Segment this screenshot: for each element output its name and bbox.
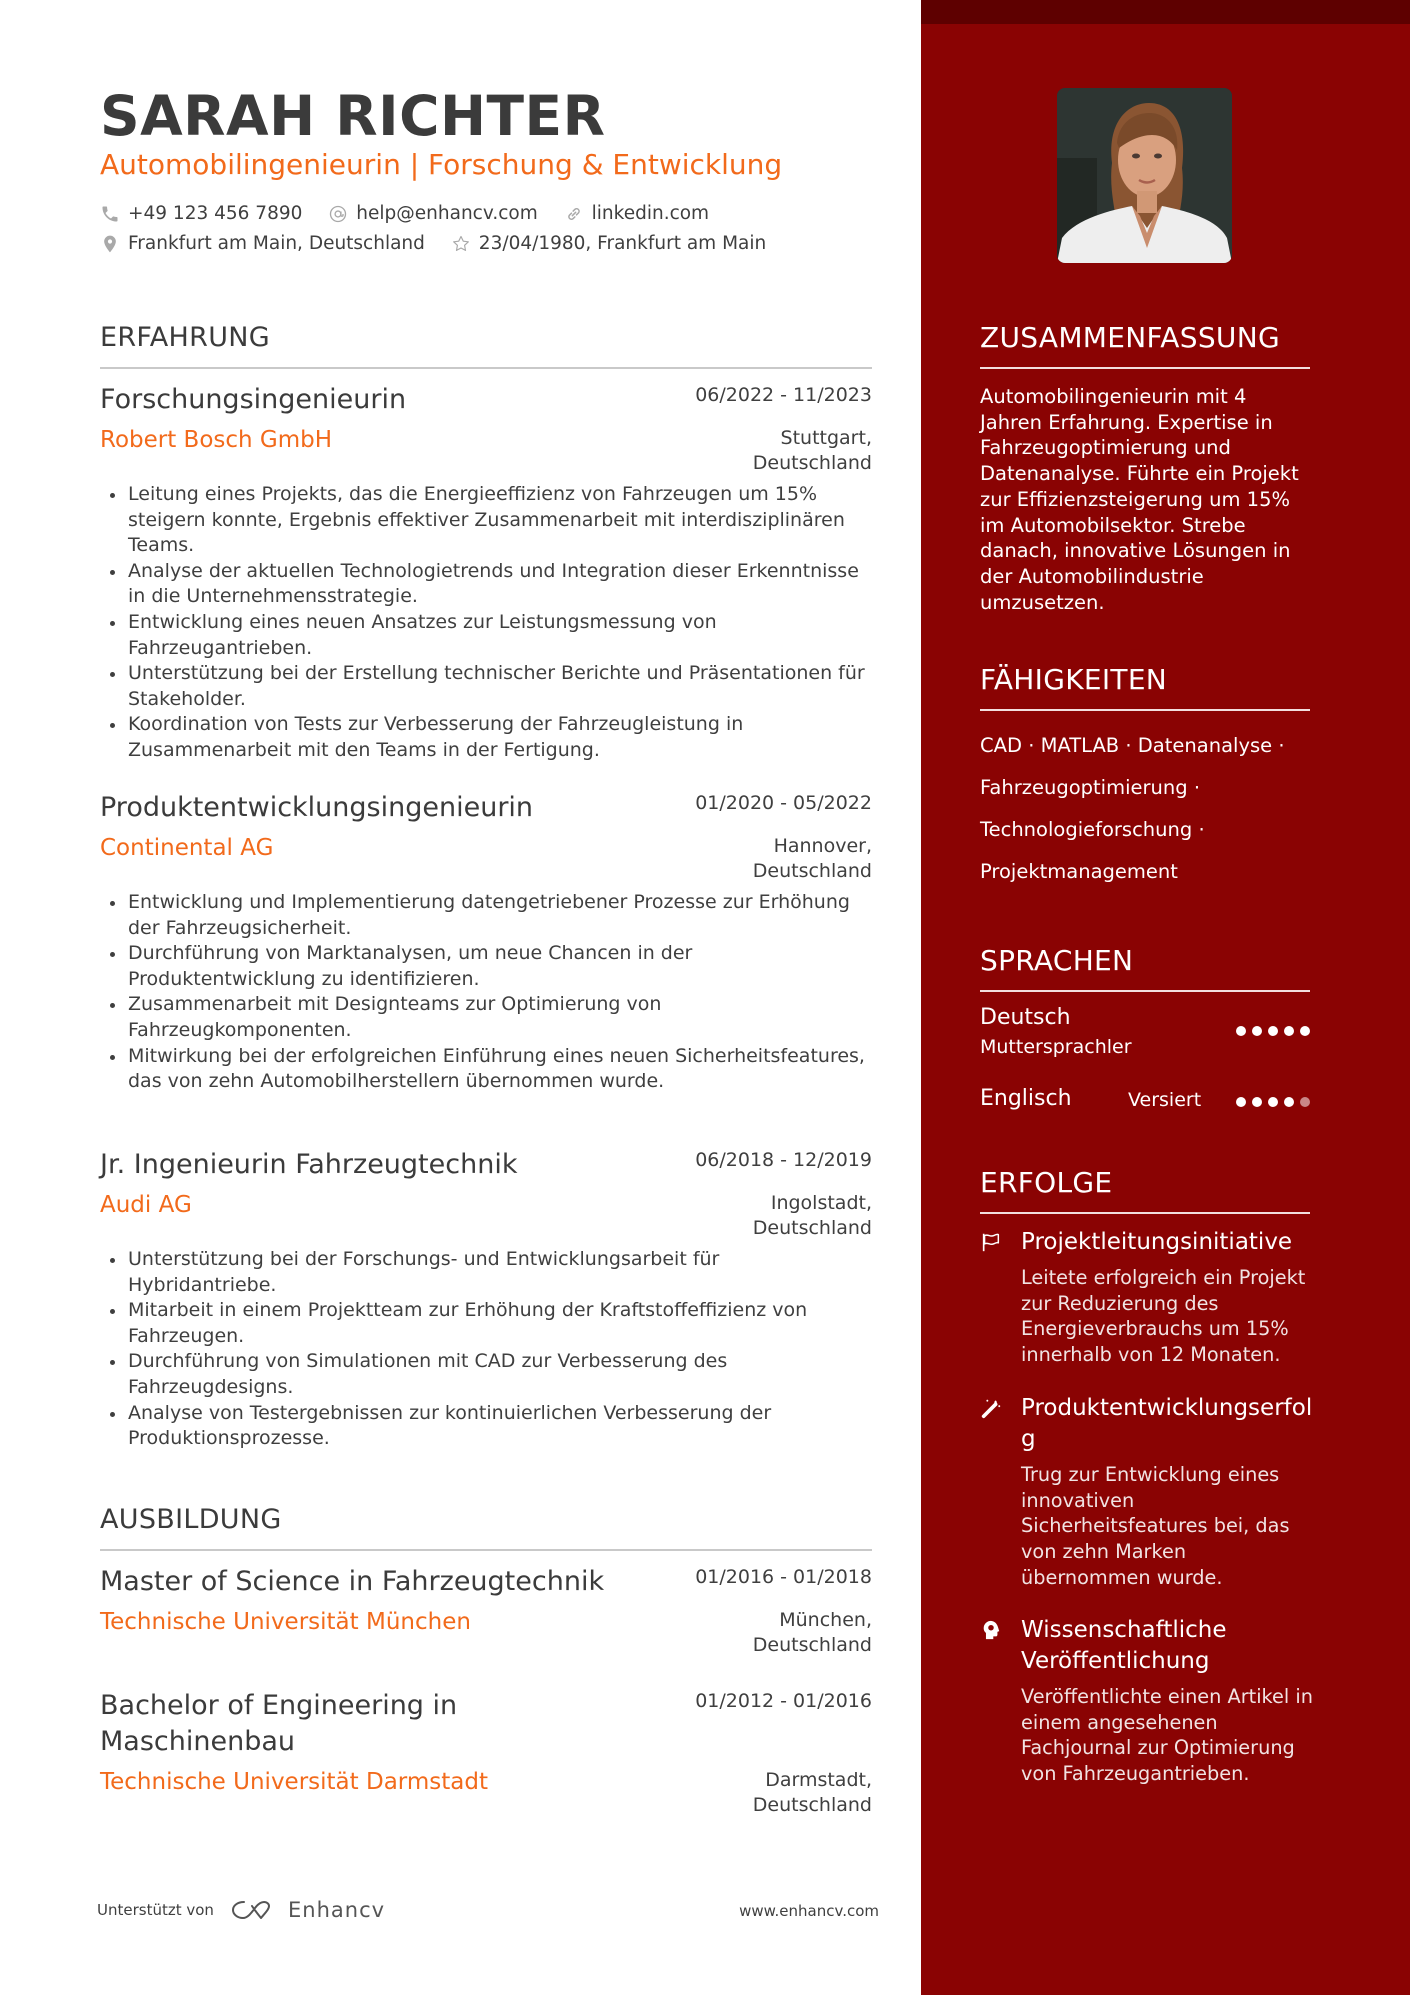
- achievement-description: Leitete erfolgreich ein Projekt zur Reduzierung des Energieverbrauchs um 15% innerhalb von 12 Monaten.: [1021, 1266, 1306, 1367]
- language-item: [980, 1086, 1310, 1118]
- degree-title: Bachelor of Engineering in Maschinenbau: [100, 1690, 458, 1757]
- flag-icon: [980, 1231, 1002, 1253]
- contact-linkedin[interactable]: [564, 203, 709, 224]
- job-date: 06/2018 - 12/2019: [695, 1149, 872, 1171]
- job-title: Produktentwicklungsingenieurin: [100, 792, 534, 823]
- skill-item: [980, 860, 1178, 883]
- job-bullet: Analyse der aktuellen Technologietrends und Integration dieser Erkenntnisse in die Unternehmensstrategie.: [100, 559, 872, 610]
- education-location: [753, 1768, 872, 1818]
- education-location-city: München,: [779, 1609, 872, 1631]
- contact-email-text: help@enhancv.com: [356, 203, 538, 224]
- skill-item: [1138, 734, 1285, 757]
- school-name: Technische Universität Darmstadt: [100, 1769, 488, 1795]
- job-title: Jr. Ingenieurin Fahrzeugtechnik: [100, 1149, 518, 1180]
- summary-divider: [980, 367, 1310, 369]
- job-bullet: Zusammenarbeit mit Designteams zur Optimierung von Fahrzeugkomponenten.: [100, 992, 872, 1043]
- skill-label: Fahrzeugoptimierung: [980, 776, 1188, 799]
- job-location-city: Stuttgart,: [780, 427, 872, 449]
- education-divider: [100, 1549, 872, 1551]
- achievement-title: Produktentwicklungserfolg: [1021, 1395, 1313, 1452]
- rating-dot-filled: [1300, 1026, 1310, 1036]
- education-location-country: Deutschland: [752, 1634, 872, 1656]
- contact-phone[interactable]: [100, 203, 302, 224]
- language-level: Versiert: [1128, 1089, 1202, 1111]
- rating-dot-empty: [1300, 1097, 1310, 1107]
- job-company: Robert Bosch GmbH: [100, 427, 333, 453]
- contact-birth-text: 23/04/1980, Frankfurt am Main: [478, 233, 767, 254]
- job-bullets: [100, 482, 872, 764]
- enhancv-logo-icon: [230, 1897, 278, 1923]
- job-bullets: [100, 890, 872, 1095]
- job-bullet: Unterstützung bei der Erstellung technischer Berichte und Präsentationen für Stakeholder.: [100, 661, 872, 712]
- skill-separator: ·: [1125, 734, 1132, 757]
- job-bullet: Analyse von Testergebnissen zur kontinuierlichen Verbesserung der Produktionsprozesse.: [100, 1401, 872, 1452]
- job-bullets: [100, 1247, 872, 1452]
- education-location-country: Deutschland: [752, 1794, 872, 1816]
- candidate-name: SARAH RICHTER: [100, 84, 606, 148]
- enhancv-logo[interactable]: [230, 1897, 385, 1923]
- at-icon: [328, 204, 348, 224]
- rating-dot-filled: [1252, 1097, 1262, 1107]
- job-bullet: Mitwirkung bei der erfolgreichen Einführung eines neuen Sicherheitsfeatures, das von zehn Automobilherstellern übernommen wurde.: [100, 1044, 872, 1095]
- summary-text: Automobilingenieurin mit 4 Jahren Erfahrung. Expertise in Fahrzeugoptimierung und Datenanalyse. Führte ein Projekt zur Effizienzsteigerung um 15% im Automobilsektor. Strebe danach, innovative Lösungen in der Automobilindustrie umzusetzen.: [980, 385, 1299, 614]
- skill-item: [980, 734, 1034, 757]
- job-location-country: Deutschland: [752, 860, 872, 882]
- rating-dot-filled: [1284, 1026, 1294, 1036]
- skill-separator: ·: [1028, 734, 1035, 757]
- skill-item: [980, 776, 1200, 799]
- skill-separator: ·: [1198, 818, 1205, 841]
- rating-dot-filled: [1236, 1097, 1246, 1107]
- location-pin-icon: [100, 234, 120, 254]
- achievement-description: Trug zur Entwicklung eines innovativen Sicherheitsfeatures bei, das von zehn Marken übernommen wurde.: [1021, 1463, 1290, 1589]
- job-bullet: Durchführung von Simulationen mit CAD zur Verbesserung des Fahrzeugdesigns.: [100, 1349, 872, 1400]
- language-name: Englisch: [980, 1086, 1072, 1111]
- job-location: [753, 834, 872, 884]
- job-title: Forschungsingenieurin: [100, 384, 407, 415]
- rating-dot-filled: [1268, 1026, 1278, 1036]
- job-bullet: Koordination von Tests zur Verbesserung der Fahrzeugleistung in Zusammenarbeit mit den Teams in der Fertigung.: [100, 712, 872, 763]
- link-icon: [564, 204, 584, 224]
- contact-phone-text: +49 123 456 7890: [128, 203, 303, 224]
- education-section-title: AUSBILDUNG: [100, 1504, 282, 1535]
- rating-dot-filled: [1236, 1026, 1246, 1036]
- sidebar: [921, 0, 1410, 1995]
- skill-label: Datenanalyse: [1137, 734, 1273, 757]
- languages-divider: [980, 990, 1310, 992]
- enhancv-brand-text: Enhancv: [288, 1898, 386, 1922]
- experience-section-title: ERFAHRUNG: [100, 322, 270, 353]
- language-rating: [1236, 1097, 1310, 1107]
- skill-label: Technologieforschung: [980, 818, 1193, 841]
- skill-item: [980, 818, 1205, 841]
- star-icon: [451, 234, 471, 254]
- skill-label: CAD: [980, 734, 1022, 757]
- skill-label: MATLAB: [1040, 734, 1120, 757]
- job-company: Continental AG: [100, 835, 274, 861]
- profile-photo: [1057, 88, 1232, 263]
- footer-url[interactable]: www.enhancv.com: [739, 1902, 879, 1920]
- contact-location: [100, 233, 425, 254]
- phone-icon: [100, 204, 120, 224]
- experience-divider: [100, 367, 872, 369]
- profile-photo-portrait: [1057, 88, 1232, 263]
- skill-separator: ·: [1193, 776, 1201, 799]
- job-location-country: Deutschland: [752, 1217, 872, 1239]
- achievement-title: Projektleitungsinitiative: [1021, 1229, 1293, 1255]
- job-bullet: Entwicklung und Implementierung datengetriebener Prozesse zur Erhöhung der Fahrzeugsicherheit.: [100, 890, 872, 941]
- contact-email[interactable]: [328, 203, 537, 224]
- job-location-city: Hannover,: [773, 835, 872, 857]
- school-name: Technische Universität München: [100, 1609, 471, 1635]
- achievement-description: Veröffentlichte einen Artikel in einem angesehenen Fachjournal zur Optimierung von Fahrzeugantrieben.: [1021, 1685, 1313, 1786]
- powered-by-text: Unterstützt von: [97, 1901, 214, 1919]
- contact-location-text: Frankfurt am Main, Deutschland: [128, 233, 425, 254]
- job-location: [753, 1191, 872, 1241]
- contact-linkedin-text: linkedin.com: [591, 203, 710, 224]
- skills-list: [980, 725, 1310, 893]
- job-bullet: Leitung eines Projekts, das die Energieeffizienz von Fahrzeugen um 15% steigern konnte, Ergebnis effektiver Zusammenarbeit mit interdisziplinären Teams.: [100, 482, 872, 559]
- job-date: 06/2022 - 11/2023: [695, 384, 872, 406]
- rating-dot-filled: [1268, 1097, 1278, 1107]
- footer: [97, 1897, 879, 1927]
- magic-wand-icon: [980, 1397, 1002, 1419]
- job-company: Audi AG: [100, 1192, 192, 1218]
- skills-divider: [980, 709, 1310, 711]
- summary-section-title: ZUSAMMENFASSUNG: [980, 321, 1280, 354]
- language-rating: [1236, 1026, 1310, 1036]
- skill-label: Projektmanagement: [980, 860, 1178, 883]
- job-bullet: Entwicklung eines neuen Ansatzes zur Leistungsmessung von Fahrzeugantrieben.: [100, 610, 872, 661]
- job-date: 01/2020 - 05/2022: [695, 792, 872, 814]
- language-level: Muttersprachler: [980, 1036, 1132, 1058]
- education-date: 01/2012 - 01/2016: [695, 1690, 872, 1712]
- achievements-divider: [980, 1212, 1310, 1214]
- candidate-headline: Automobilingenieurin | Forschung & Entwicklung: [100, 148, 783, 181]
- job-location-country: Deutschland: [752, 452, 872, 474]
- rating-dot-filled: [1284, 1097, 1294, 1107]
- languages-section-title: SPRACHEN: [980, 944, 1134, 977]
- sidebar-top-bar: [921, 0, 1410, 24]
- education-location-city: Darmstadt,: [765, 1769, 872, 1791]
- rating-dot-filled: [1252, 1026, 1262, 1036]
- skills-section-title: FÄHIGKEITEN: [980, 663, 1168, 696]
- achievements-section-title: ERFOLGE: [980, 1166, 1113, 1199]
- language-name: Deutsch: [980, 1005, 1071, 1030]
- job-bullet: Unterstützung bei der Forschungs- und Entwicklungsarbeit für Hybridantriebe.: [100, 1247, 872, 1298]
- education-date: 01/2016 - 01/2018: [695, 1566, 872, 1588]
- head-idea-icon: [980, 1619, 1002, 1641]
- job-location-city: Ingolstadt,: [770, 1192, 872, 1214]
- skill-separator: ·: [1278, 734, 1285, 757]
- job-bullet: Mitarbeit in einem Projektteam zur Erhöhung der Kraftstoffeffizienz von Fahrzeugen.: [100, 1298, 872, 1349]
- skill-item: [1041, 734, 1132, 757]
- job-bullet: Durchführung von Marktanalysen, um neue Chancen in der Produktentwicklung zu identifizieren.: [100, 941, 872, 992]
- achievement-title: Wissenschaftliche Veröffentlichung: [1021, 1617, 1227, 1674]
- education-location: [753, 1608, 872, 1658]
- job-location: [753, 426, 872, 476]
- contact-birth: [451, 233, 766, 254]
- language-item: [980, 1005, 1310, 1061]
- degree-title: Master of Science in Fahrzeugtechnik: [100, 1566, 605, 1597]
